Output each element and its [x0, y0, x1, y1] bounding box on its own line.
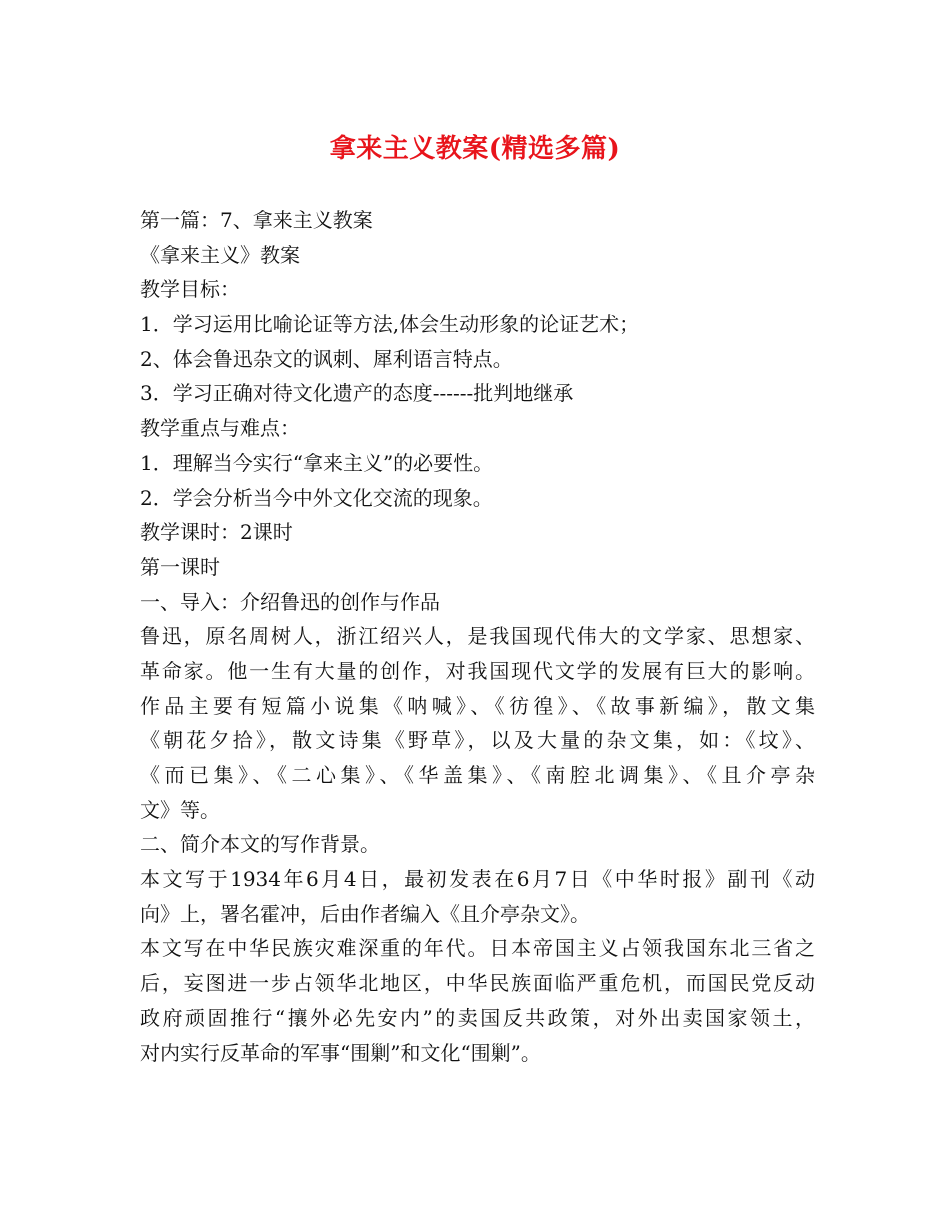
text-line: 一、导入：介绍鲁迅的创作与作品 — [140, 589, 440, 614]
text-line: 二、简介本文的写作背景。 — [140, 832, 380, 857]
text-line: 教学重点与难点： — [140, 416, 300, 441]
text-line: 教学目标： — [140, 277, 240, 302]
text-line: 2．学会分析当今中外文化交流的现象。 — [140, 485, 493, 510]
text-line: 《朝花夕拾》，散文诗集《野草》，以及大量的杂文集，如：《坟》、 — [140, 728, 815, 753]
text-line: 第一课时 — [140, 554, 220, 579]
text-line: 3．学习正确对待文化遗产的态度------批判地继承 — [140, 381, 574, 406]
text-line: 作品主要有短篇小说集《呐喊》、《彷徨》、《故事新编》，散文集 — [140, 693, 815, 718]
text-line: 《拿来主义》教案 — [140, 242, 300, 267]
text-line: 2、体会鲁迅杂文的讽刺、犀利语言特点。 — [140, 346, 513, 371]
document-body — [140, 203, 815, 1070]
document-title: 拿来主义教案(精选多篇) — [329, 134, 621, 164]
text-line: 革命家。他一生有大量的创作，对我国现代文学的发展有巨大的影响。 — [140, 658, 815, 683]
text-line: 1．学习运用比喻论证等方法,体会生动形象的论证艺术； — [140, 312, 640, 337]
text-line: 本文写在中华民族灾难深重的年代。日本帝国主义占领我国东北三省之 — [140, 936, 815, 961]
text-line: 政府顽固推行“攘外必先安内”的卖国反共政策，对外出卖国家领土， — [140, 1005, 815, 1030]
text-line: 后，妄图进一步占领华北地区，中华民族面临严重危机，而国民党反动 — [140, 971, 815, 996]
text-line: 《而已集》、《二心集》、《华盖集》、《南腔北调集》、《且介亭杂 — [140, 763, 815, 787]
text-line: 本文写于1934年6月4日，最初发表在6月7日《中华时报》副刊《动 — [140, 867, 815, 892]
text-line: 向》上，署名霍冲，后由作者编入《且介亭杂文》。 — [140, 901, 590, 926]
text-line: 鲁迅，原名周树人，浙江绍兴人，是我国现代伟大的文学家、思想家、 — [140, 624, 815, 649]
text-line: 1．理解当今实行“拿来主义”的必要性。 — [140, 450, 494, 475]
text-line: 对内实行反革命的军事“围剿”和文化“围剿”。 — [140, 1040, 541, 1065]
text-line: 文》等。 — [140, 797, 220, 822]
text-line: 第一篇：7、拿来主义教案 — [140, 208, 373, 232]
text-line: 教学课时：2课时 — [140, 520, 293, 545]
